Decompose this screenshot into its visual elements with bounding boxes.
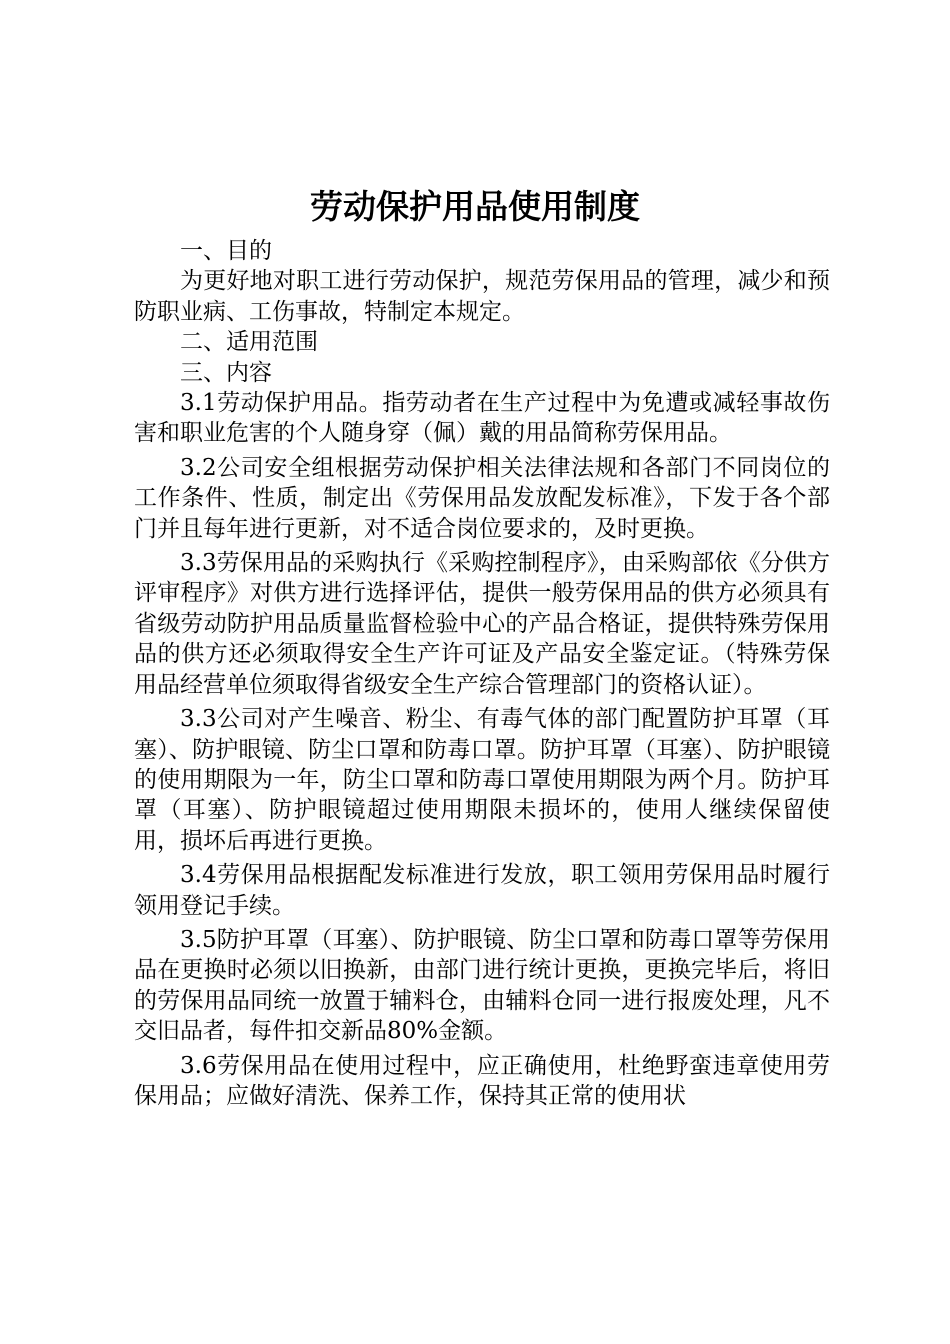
heading-content: 三、内容 [180,359,272,386]
heading-scope: 二、适用范围 [180,329,318,356]
clause-3-2: 3.2公司安全组根据劳动保护相关法律法规和各部门不同岗位的工作条件、性质，制定出《劳保用品发放配发标准》，下发于各个部门并且每年进行更新，对不适合岗位要求的，及时更换。 [134,454,830,542]
clause-3-3-procurement: 3.3劳保用品的采购执行《采购控制程序》，由采购部依《分供方评审程序》对供方进行选择评估，提供一般劳保用品的供方必须具有省级劳动防护用品质量监督检验中心的产品合格证，提供特殊劳保用品的供方还必须取得安全生产许可证及产品安全鉴定证。（特殊劳保用品经营单位须取得省级安全生产综合管理部门的资格认证）。 [134,550,830,698]
clause-3-6: 3.6劳保用品在使用过程中，应正确使用，杜绝野蛮违章使用劳保用品；应做好清洗、保养工作，保持其正常的使用状 [134,1052,830,1109]
clause-3-1: 3.1劳动保护用品。指劳动者在生产过程中为免遭或减轻事故伤害和职业危害的个人随身穿（佩）戴的用品简称劳保用品。 [134,390,830,447]
document-body [134,236,830,1111]
document-title: 劳动保护用品使用制度 [310,187,640,226]
clause-3-4: 3.4劳保用品根据配发标准进行发放，职工领用劳保用品时履行领用登记手续。 [134,862,830,919]
purpose-paragraph: 为更好地对职工进行劳动保护，规范劳保用品的管理，减少和预防职业病、工伤事故，特制定本规定。 [134,268,830,325]
heading-purpose: 一、目的 [180,238,272,264]
clause-3-5: 3.5防护耳罩（耳塞）、防护眼镜、防尘口罩和防毒口罩等劳保用品在更换时必须以旧换新，由部门进行统计更换，更换完毕后，将旧的劳保用品同统一放置于辅料仓，由辅料仓同一进行报废处理，凡不交旧品者，每件扣交新品80%金额。 [134,926,830,1045]
clause-3-3-equipment: 3.3公司对产生噪音、粉尘、有毒气体的部门配置防护耳罩（耳塞）、防护眼镜、防尘口罩和防毒口罩。防护耳罩（耳塞）、防护眼镜的使用期限为一年，防尘口罩和防毒口罩使用期限为两个月。防护耳罩（耳塞）、防护眼镜超过使用期限未损坏的，使用人继续保留使用，损坏后再进行更换。 [134,706,830,854]
